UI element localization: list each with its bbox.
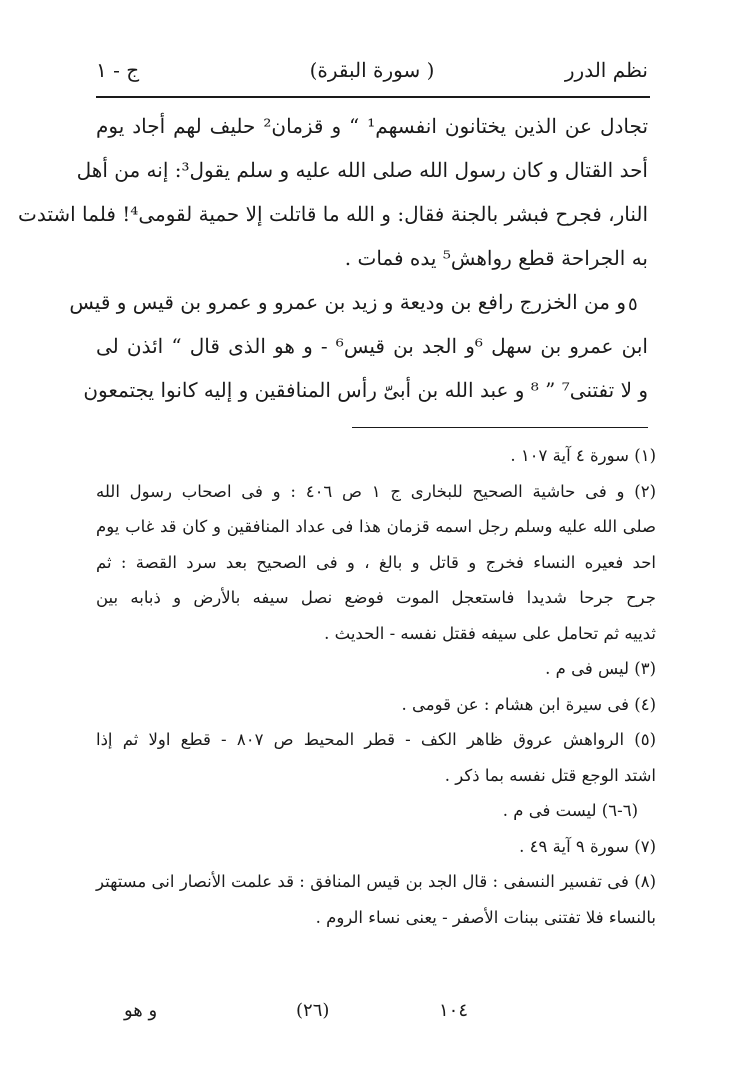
footnote-rule <box>352 427 648 428</box>
footnote-line: (٤) فى سيرة ابن هشام : عن قومى . <box>401 694 656 714</box>
main-text <box>18 104 649 412</box>
text-line: ابن عمرو بن سهل ⁶و الجد بن قيس⁶ - و هو الذى قال “ ائذن لى <box>96 334 648 358</box>
footnote-line: جرح جرحا شديدا فاستعجل الموت فوضع نصل سيفه بالأرض و ذبابه بين <box>96 588 656 607</box>
footnote-line: (٦-٦) ليست فى م . <box>502 801 638 820</box>
text-line: النار، فجرح فبشر بالجنة فقال: و الله ما قاتلت إلا حمية لقومى⁴! فلما اشتدت <box>18 202 648 226</box>
footnote-line: ثدييه ثم تحامل على سيفه فقتل نفسه - الحديث . <box>324 623 656 643</box>
text-line: أحد القتال و كان رسول الله صلى الله عليه و سلم يقول³: إنه من أهل <box>76 158 648 182</box>
footnote-line: (٥) الرواهش عروق ظاهر الكف - قطر المحيط ص ٨٠٧ - قطع اولا ثم إذا <box>96 730 656 749</box>
text-line: و لا تفتنى⁷ ” ⁸ و عبد الله بن أبىّ رأس المنافقين و إليه كانوا يجتمعون <box>83 378 648 402</box>
signature-mark: (٢٦) <box>296 1000 330 1021</box>
footnote-line: (٢) و فى حاشية الصحيح للبخارى ج ١ ص ٤٠٦ : و فى اصحاب رسول الله <box>96 481 656 501</box>
surah-title: ( سورة البقرة) <box>309 58 435 82</box>
footnote-line: (٨) فى تفسير النسفى : قال الجد بن قيس المنافق : قد علمت الأنصار انى مستهتر <box>96 872 656 891</box>
page-footer <box>96 1000 648 1034</box>
running-header <box>96 58 648 92</box>
book-title: نظم الدرر <box>564 58 648 82</box>
volume-number: ج - ١ <box>96 58 140 82</box>
footnote-line: (٣) ليس فى م . <box>545 659 656 678</box>
footnote-line: بالنساء فلا تفتنى ببنات الأصفر - يعنى نساء الروم . <box>315 907 656 927</box>
footnote-line: صلى الله عليه وسلم رجل اسمه قزمان هذا فى عداد المنافقين و كان قد غاب يوم <box>96 517 656 536</box>
catchword: و هو <box>124 1000 158 1021</box>
footnote-line: اشتد الوجع قتل نفسه بما ذكر . <box>444 765 656 785</box>
page-number: ١٠٤ <box>438 1000 468 1021</box>
footnotes <box>96 438 656 935</box>
text-line: به الجراحة قطع رواهش⁵ يده فمات . <box>344 246 648 270</box>
line-number: ٥ <box>628 294 638 315</box>
footnote-line: (١) سورة ٤ آية ١٠٧ . <box>510 446 656 465</box>
footnote-line: (٧) سورة ٩ آية ٤٩ . <box>519 836 656 856</box>
footnote-line: احد فعيره النساء فخرج و قاتل و بالغ ، و فى الصحيح بعد سرد القصة : ثم <box>96 552 656 572</box>
text-line: و من الخزرج رافع بن وديعة و زيد بن عمرو و عمرو بن قيس و قيس <box>69 290 626 314</box>
header-rule <box>96 96 650 98</box>
text-line: تجادل عن الذين يختانون انفسهم¹ “ و قزمان² حليف لهم أجاد يوم <box>96 114 649 138</box>
